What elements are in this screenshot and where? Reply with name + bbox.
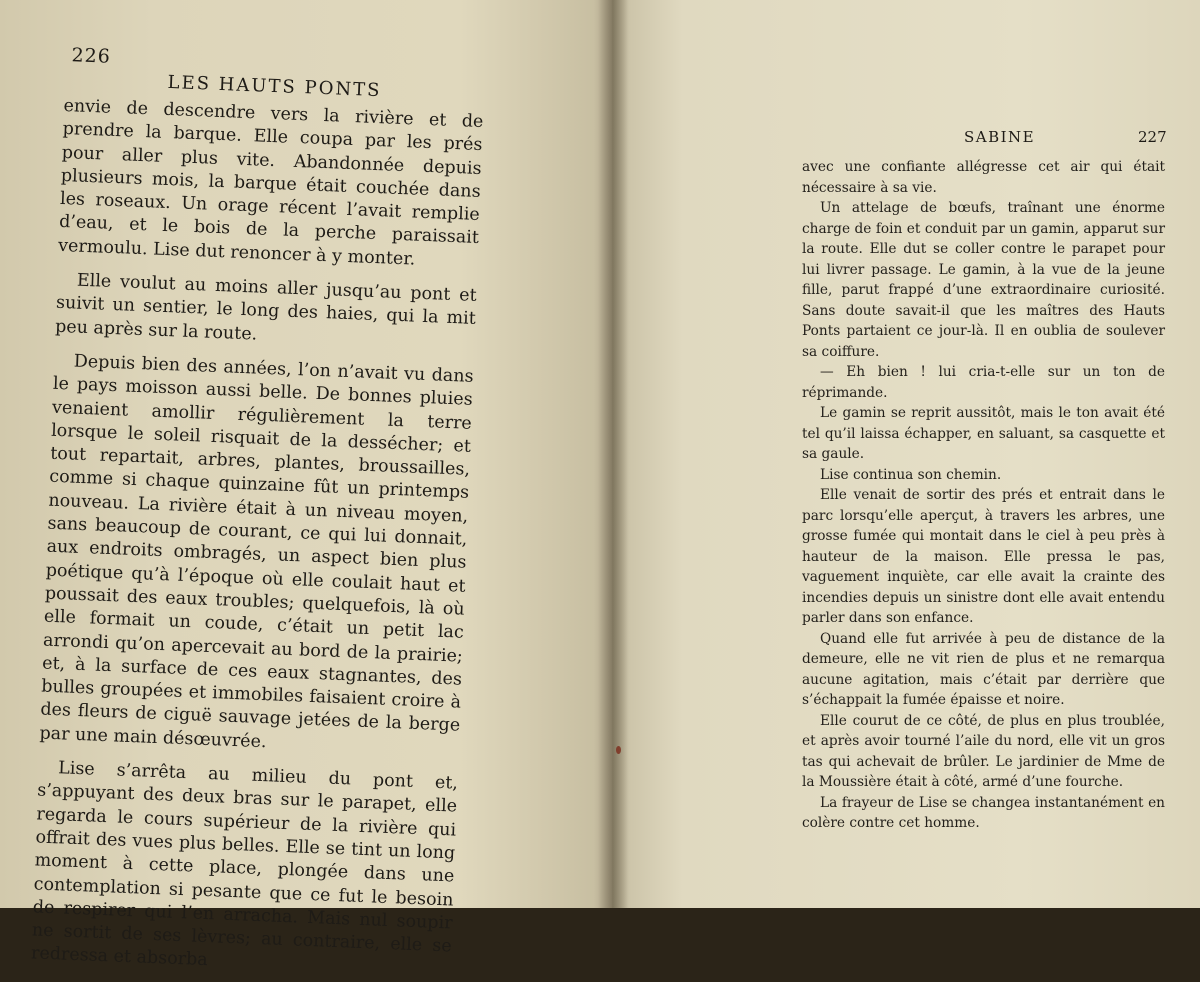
paragraph: Elle venait de sortir des prés et entrait dans le parc lorsqu’elle aperçut, à travers les arbres, une grosse fumée qui montait dans le ciel à peu près à hauteur de la maison. Elle pressa le pas, vaguement inquiète, car elle avait la crainte des incendies depuis un sinistre dont elle avait entendu parler dans son enfance. [802,487,1165,626]
paragraph: Elle voulut au moins aller jusqu’au pont et suivit un sentier, le long des haies, qui la mit peu après sur la route. [54,270,478,345]
paragraph: Quand elle fut arrivée à peu de distance de la demeure, elle ne vit rien de plus et ne remarqua aucune agitation, mais c’était par derrière que s’échappait la fumée épaisse et noire. [802,630,1165,708]
paragraph: La frayeur de Lise se changea instantanément en colère contre cet homme. [802,794,1165,831]
paragraph: Le gamin se reprit aussitôt, mais le ton avait été tel qu’il laissa échapper, en saluant, sa casquette et sa gaule. [802,405,1165,462]
paragraph: Elle courut de ce côté, de plus en plus troublée, et après avoir tourné l’aile du nord, elle vit un gros tas qui achevait de brûler. Le jardinier de Mme de la Moussière était à côté, armé d’une fourche. [802,712,1165,790]
left-body-text [31,95,484,982]
paragraph: Lise s’arrêta au milieu du pont et, s’appuyant des deux bras sur le parapet, elle regarda le cours supérieur de la rivière qui offrait des vues plus belles. Elle se tint un long moment à cette place, plongée dans une contemplation si pesante que ce fut le besoin de respirer qui l’en arracha. Mais nul soupir ne sortit de ses lèvres; au contraire, elle se redressa et absorba [30,758,459,971]
page-number-right: 227 [1138,128,1167,146]
paragraph: — Eh bien ! lui cria-t-elle sur un ton de réprimande. [802,364,1165,401]
foxing-spot [616,746,621,754]
right-body-text [802,157,1165,834]
running-header-left: LES HAUTS PONTS [167,71,382,102]
paragraph: avec une confiante allégresse cet air qui était nécessaire à sa vie. [802,159,1165,196]
paragraph: Depuis bien des années, l’on n’avait vu dans le pays moisson aussi belle. De bonnes pluies venaient amollir régulièrement la terre lorsque le soleil risquait de la dessécher; et tout repartait, arbres, plantes, broussailles, comme si chaque quinzaine fût un printemps nouveau. La rivière était à un niveau moyen, sans beaucoup de courant, ce qui lui donnait, aux endroits ombragés, un aspect bien plus poétique qu’à l’époque où elle coulait haut et poussait des eaux troubles; quelquefois, là où elle formait un coude, c’était un petit lac arrondi qu’on apercevait au bord de la prairie; et, à la surface de ces eaux stagnantes, des bulles groupées et immobiles faisaient croire à des fleurs de ciguë sauvage jetées de la berge par une main désœuvrée. [39,351,474,752]
paragraph: envie de descendre vers la rivière et de prendre la barque. Elle coupa par les prés pour aller plus vite. Abandonnée depuis plusieurs mois, la barque était couchée dans les roseaux. Un orage récent l’avait remplie d’eau, et le bois de la perche paraissait vermoulu. Lise dut renoncer à y monter. [57,95,484,270]
paragraph: Lise continua son chemin. [820,466,1002,483]
paragraph: Un attelage de bœufs, traînant une énorme charge de foin et conduit par un gamin, apparut sur la route. Elle dut se coller contre le parapet pour lui livrer passage. Le gamin, à la vue de la jeune fille, parut frappé d’une extraordinaire curiosité. Sans doute savait-il que les maîtres des Hauts Ponts partaient ce jour-là. Il en oublia de soulever sa coiffure. [802,200,1165,360]
running-header-right: SABINE [964,128,1036,146]
right-page [612,0,1200,908]
left-text-block [31,44,486,982]
page-number-left: 226 [71,44,112,68]
